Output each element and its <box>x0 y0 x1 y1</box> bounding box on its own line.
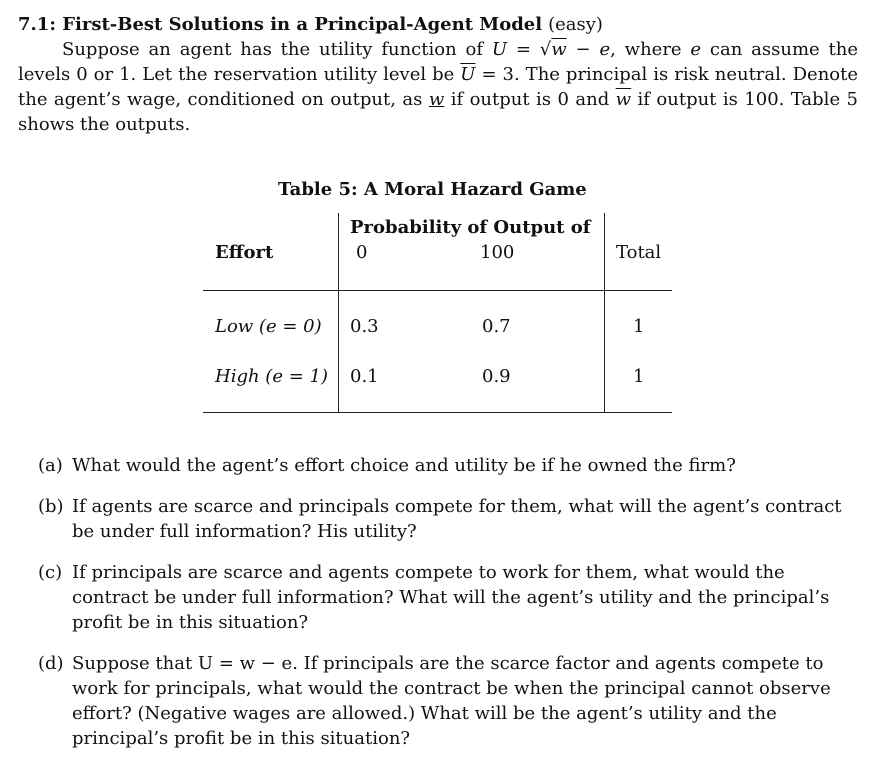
header-output-0: 0 <box>356 242 368 263</box>
table-hline-header <box>203 290 672 291</box>
math-equals: = <box>507 39 540 60</box>
intro-text-5: if output is 0 and <box>444 89 616 110</box>
row-high-p0: 0.1 <box>350 366 379 387</box>
row-low-p0: 0.3 <box>350 316 379 337</box>
row-high-word: High <box>215 366 260 387</box>
table-caption: Table 5: A Moral Hazard Game <box>278 179 587 200</box>
question-d <box>38 651 858 751</box>
math-e: e <box>690 39 702 60</box>
table-vline-left <box>338 213 339 413</box>
math-w: w <box>551 39 567 60</box>
row-high-effort <box>215 364 328 389</box>
question-b <box>38 494 858 544</box>
math-ubar: $\overline{U}$ <box>460 64 476 85</box>
question-a <box>38 453 858 478</box>
difficulty-label: (easy) <box>548 14 603 35</box>
intro-text-1: Suppose an agent has the utility function of <box>62 39 492 60</box>
problem-intro <box>18 37 858 137</box>
row-low-effort <box>215 314 322 339</box>
question-text: What would the agent’s effort choice and utility be if he owned the firm? <box>72 455 736 476</box>
question-text: Suppose that U = w − e. If principals are the scarce factor and agents compete to work for principals, what would the contract be when the principal cannot observe effort? (Negative wages are allowed.) What will be the agent’s utility and the principal’s profit be in this situation? <box>72 653 831 749</box>
intro-text-6: if output is 100. Table 5 shows the outputs. <box>18 89 858 135</box>
question-text: If agents are scarce and principals compete for them, what will the agent’s contract be under full information? His utility? <box>72 496 842 542</box>
question-label: (a) <box>38 455 63 476</box>
table-hline-bottom <box>203 412 672 413</box>
row-high-total: 1 <box>633 366 645 387</box>
math-minus-e: − e <box>566 39 611 60</box>
header-total: Total <box>616 242 662 263</box>
intro-text-2: , where <box>610 39 691 60</box>
row-high-eq: (e = 1) <box>259 366 328 387</box>
header-probability-group: Probability of Output of <box>350 217 591 238</box>
row-low-word: Low <box>215 316 254 337</box>
row-high-p100: 0.9 <box>482 366 511 387</box>
sqrt-w: √w <box>539 39 567 60</box>
math-wage-high: $\overline{w}$ <box>615 89 632 110</box>
question-label: (d) <box>38 653 64 674</box>
header-output-100: 100 <box>480 242 515 263</box>
row-low-eq: (e = 0) <box>253 316 322 337</box>
math-wage-low: w <box>428 89 445 110</box>
question-label: (c) <box>38 562 63 583</box>
math-u: U <box>491 39 508 60</box>
problem-heading <box>18 12 858 37</box>
problem-block <box>18 12 858 137</box>
problem-title: 7.1: First-Best Solutions in a Principal-Agent Model <box>18 14 543 35</box>
row-low-p100: 0.7 <box>482 316 511 337</box>
question-text: If principals are scarce and agents compete to work for them, what would the contract be under full information? What will the agent’s utility and the principal’s profit be in this situation? <box>72 562 830 633</box>
table-vline-right <box>604 213 605 413</box>
question-label: (b) <box>38 496 64 517</box>
question-list <box>38 453 858 767</box>
header-effort: Effort <box>215 242 274 263</box>
row-low-total: 1 <box>633 316 645 337</box>
intro-text-3: can assume the levels 0 or 1. Let the reservation utility level be <box>18 39 858 85</box>
moral-hazard-table <box>203 213 672 413</box>
intro-text-4: = 3. The principal is risk neutral. Denote the agent’s wage, conditioned on output, as <box>18 64 859 110</box>
question-c <box>38 560 858 635</box>
